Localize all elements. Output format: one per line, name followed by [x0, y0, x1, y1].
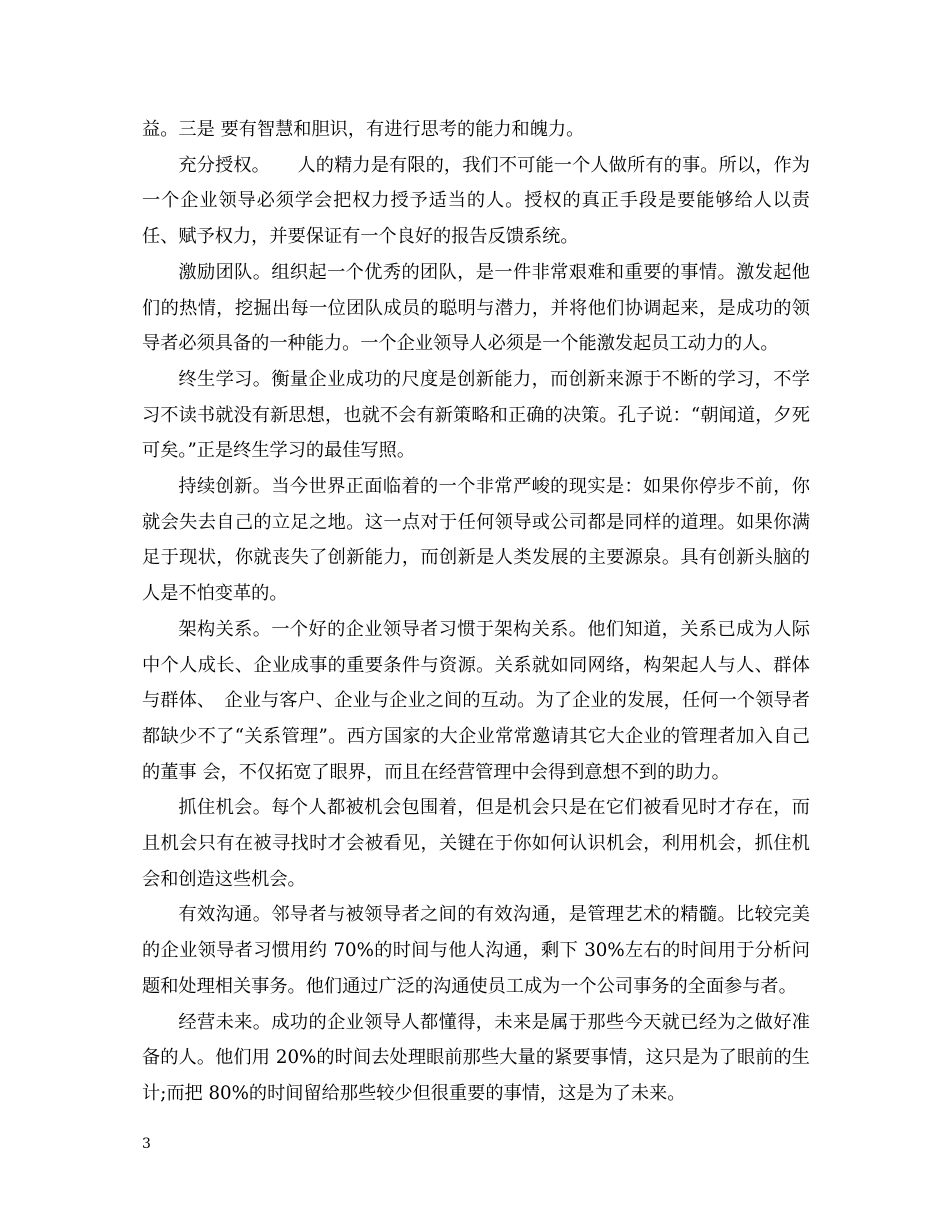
paragraph-9: 经营未来。成功的企业领导人都懂得，未来是属于那些今天就已经为之做好准备的人。他们用 20%的时间去处理眼前那些大量的紧要事情，这只是为了眼前的生计;而把 80%的时间留给那些较少但很重要的事情，这是为了未来。 — [142, 1011, 810, 1104]
page-number: 3 — [142, 1136, 151, 1152]
document-body — [142, 112, 810, 1112]
paragraph-2: 充分授权。 人的精力是有限的，我们不可能一个人做所有的事。所以，作为一个企业领导必须学会把权力授予适当的人。授权的真正手段是要能够给人以责任、赋予权力，并要保证有一个良好的报告反馈系统。 — [142, 154, 810, 248]
paragraph-4: 终生学习。衡量企业成功的尺度是创新能力，而创新来源于不断的学习，不学习不读书就没有新思想，也就不会有新策略和正确的决策。孔子说：“朝闻道，夕死可矣。”正是终生学习的最佳写照。 — [142, 368, 810, 462]
paragraph-8: 有效沟通。邻导者与被领导者之间的有效沟通，是管理艺术的精髓。比较完美的企业领导者习惯用约 70%的时间与他人沟通，剩下 30%左右的时间用于分析问题和处理相关事务。他们通过广泛的沟通使员工成为一个公司事务的全面参与者。 — [142, 904, 810, 997]
paragraph-3: 激励团队。组织起一个优秀的团队，是一件非常艰难和重要的事情。激发起他们的热情，挖掘出每一位团队成员的聪明与潜力，并将他们协调起来，是成功的领导者必须具备的一种能力。一个企业领导人必须是一个能激发起员工动力的人。 — [142, 261, 810, 355]
paragraph-7: 抓住机会。每个人都被机会包围着，但是机会只是在它们被看见时才存在，而且机会只有在被寻找时才会被看见，关键在于你如何认识机会，利用机会，抓住机会和创造这些机会。 — [142, 797, 810, 890]
paragraph-1: 益。三是 要有智慧和胆识，有进行思考的能力和魄力。 — [142, 119, 585, 140]
paragraph-6: 架构关系。一个好的企业领导者习惯于架构关系。他们知道，关系已成为人际中个人成长、企业成事的重要条件与资源。关系就如同网络，构架起人与人、群体与群体、 企业与客户、企业与企业之间的互动。为了企业的发展，任何一个领导者都缺少不了“关系管理”。西方国家的大企业常常邀请其它大企业的管理者加入自己的董事 会，不仅拓宽了眼界，而且在经营管理中会得到意想不到的助力。 — [142, 618, 810, 783]
paragraph-5: 持续创新。当今世界正面临着的一个非常严峻的现实是：如果你停步不前，你就会失去自己的立足之地。这一点对于任何领导或公司都是同样的道理。如果你满足于现状，你就丧失了创新能力，而创新是人类发展的主要源泉。具有创新头脑的人是不怕变革的。 — [142, 476, 810, 605]
